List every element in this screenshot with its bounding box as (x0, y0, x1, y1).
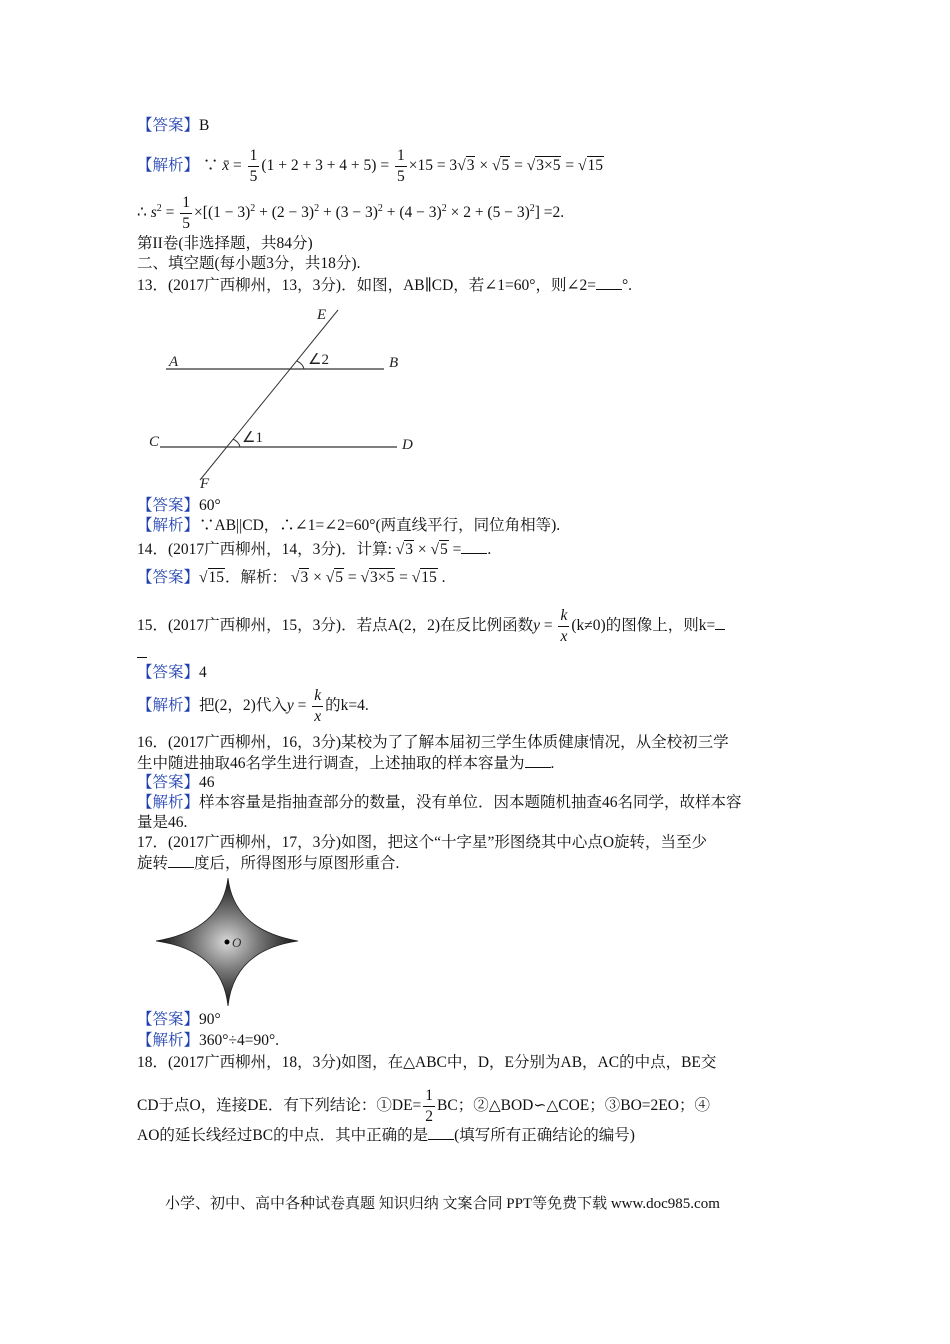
q15-analysis-suffix: 的k=4. (325, 697, 369, 715)
label-angle2: ∠2 (308, 352, 329, 368)
q15-stem-text: 15．(2017广西柳州，15，3分)．若点A(2，2)在反比例函数 (137, 617, 534, 635)
label-D: D (402, 437, 413, 453)
label-C: C (149, 434, 160, 450)
q17-analysis-line (137, 1031, 279, 1051)
q14-blank[interactable] (461, 539, 487, 554)
q17-stem-line1: 17．(2017广西柳州，17，3分)如图，把这个“十字星”形图绕其中心点O旋转，当至少 (137, 834, 708, 851)
q16-answer: 46 (199, 774, 215, 791)
page-footer: 小学、初中、高中各种试卷真题 知识归纳 文案合同 PPT等免费下载 www.doc985.com (165, 1196, 720, 1212)
label-E: E (317, 307, 327, 323)
label-angle1: ∠1 (242, 430, 263, 446)
q18-stem-line1: 18．(2017广西柳州，18，3分)如图，在△ABC中，D，E分别为AB，AC的中点，BE交 (137, 1054, 717, 1071)
q13-stem (137, 275, 632, 296)
analysis-label: 【解析】 (137, 697, 200, 715)
q14-stem-suffix: . (487, 541, 492, 558)
q12-analysis-math2: ∴ $s^2$ = $\frac{1}{5}$ $\times[(1 - 3)^2 + (2 - 3)^2 + (3 - 3)^2 + (4 - 3)^2 \times 2 + (5 - 3)^2] =2$. (137, 194, 565, 232)
q13-parallel-lines-figure (140, 300, 430, 490)
q13-blank[interactable] (596, 275, 622, 290)
label-A: A (169, 354, 179, 370)
answer-label: 【答案】 (137, 497, 200, 514)
q12-analysis-math1: ∵ x̄ = $\frac{1}{5}$ (1 + 2 + 3 + 4 + 5) = $\frac{1}{5}$ ×15 = 3√3 × √5 = √3×5 = √15 (202, 147, 603, 185)
analysis-label: 【解析】 (137, 794, 200, 811)
q14-stem: 14．(2017广西柳州，14，3分)．计算: √3 × √5 = . (137, 541, 492, 558)
q18-stem-prefix3: AO的延长线经过BC的中点．其中正确的是 (137, 1127, 429, 1144)
q15-stem-suffix: (k≠0)的图像上，则k= (571, 617, 716, 635)
q16-analysis: 样本容量是指抽查部分的数量，没有单位．因本题随机抽查46名同学，故样本容 (199, 794, 742, 811)
q15-analysis-prefix: 把(2，2)代入 (199, 697, 287, 715)
label-B: B (389, 355, 399, 371)
q18-stem-line2: CD于点O，连接DE．有下列结论：①DE= $\frac{1}{2}$ BC；②△BOD∽△COE；③BO=2EO；④ (137, 1087, 710, 1125)
q17-cross-star-figure (150, 874, 310, 1010)
label-O: O (232, 935, 242, 950)
q13-stem-text: 13．(2017广西柳州，13，3分)．如图，AB∥CD，若∠1=60°，则∠2= (137, 277, 596, 294)
q17-stem-prefix: 旋转 (137, 855, 169, 872)
q15-answer: 4 (199, 664, 207, 681)
q13-analysis: ∵AB||CD，∴∠1=∠2=60°(两直线平行，同位角相等). (199, 517, 561, 534)
q18-stem-prefix: CD于点O，连接DE．有下列结论：①DE= (137, 1097, 422, 1115)
q14-answer-line (137, 568, 445, 588)
q15-answer-line (137, 663, 207, 683)
label-F: F (200, 476, 210, 490)
q14-answer: √15 (199, 569, 225, 586)
answer-label: 【答案】 (137, 664, 200, 681)
q13-stem-suffix: °. (621, 277, 633, 294)
q17-stem-suffix: 度后，所得图形与原图形重合. (194, 855, 400, 872)
q16-stem-text: 生中随进抽取46名学生进行调查，上述抽取的样本容量为 (137, 755, 525, 772)
fill-section-title: 二、填空题(每小题3分，共18分). (137, 255, 361, 272)
q16-stem-line1: 16．(2017广西柳州，16，3分)某校为了了解本届初三学生体质健康情况，从全校初三学 (137, 734, 729, 751)
q14-analysis-math: √3 × √5 = √3×5 = √15 . (290, 569, 446, 586)
q16-analysis-line2: 量是46. (137, 814, 188, 831)
q18-stem-line3 (137, 1125, 635, 1146)
q13-analysis-line (137, 516, 560, 536)
q13-answer-line (137, 496, 221, 516)
q12-analysis-line1 (137, 146, 604, 187)
q15-blank[interactable] (715, 615, 725, 630)
q17-stem-line2 (137, 853, 399, 874)
q17-analysis: 360°÷4=90°. (199, 1032, 280, 1049)
q14-stem-text: 14．(2017广西柳州，14，3分)．计算: (137, 541, 396, 558)
q16-analysis-line1 (137, 793, 742, 813)
q14-analysis-prefix: ．解析： (225, 569, 288, 586)
q15-blank-cont[interactable] (137, 643, 147, 658)
q12-answer-line (137, 116, 209, 136)
analysis-label: 【解析】 (137, 517, 200, 534)
q15-analysis-line: 【解析】把(2，2)代入y = $\frac{k}{x}$ 的k=4. (137, 687, 369, 725)
q18-blank[interactable] (428, 1125, 454, 1140)
q12-analysis-line2 (137, 193, 564, 234)
q16-stem-suffix: . (550, 755, 555, 772)
q17-blank[interactable] (168, 853, 194, 868)
q15-blank-continuation (137, 643, 147, 664)
answer-label: 【答案】 (137, 117, 200, 134)
q18-stem-suffix: BC；②△BOD∽△COE；③BO=2EO；④ (437, 1097, 710, 1115)
analysis-label: 【解析】 (137, 1032, 200, 1049)
q16-answer-line (137, 773, 215, 793)
q13-answer: 60° (199, 497, 221, 514)
q16-blank[interactable] (525, 753, 551, 768)
part-title: 第II卷(非选择题，共84分) (137, 235, 313, 252)
q18-stem-suffix3: (填写所有正确结论的编号) (454, 1127, 635, 1144)
q17-answer: 90° (199, 1011, 221, 1028)
answer-label: 【答案】 (137, 1011, 200, 1028)
answer-label: 【答案】 (137, 774, 200, 791)
q12-answer: B (199, 117, 210, 134)
q17-answer-line (137, 1010, 221, 1030)
answer-label: 【答案】 (137, 569, 200, 586)
analysis-label: 【解析】 (137, 157, 200, 175)
q16-stem-line2 (137, 753, 554, 774)
q15-stem: 15．(2017广西柳州，15，3分)．若点A(2，2)在反比例函数y = $\frac{k}{x}$ (k≠0)的图像上，则k= (137, 606, 725, 647)
